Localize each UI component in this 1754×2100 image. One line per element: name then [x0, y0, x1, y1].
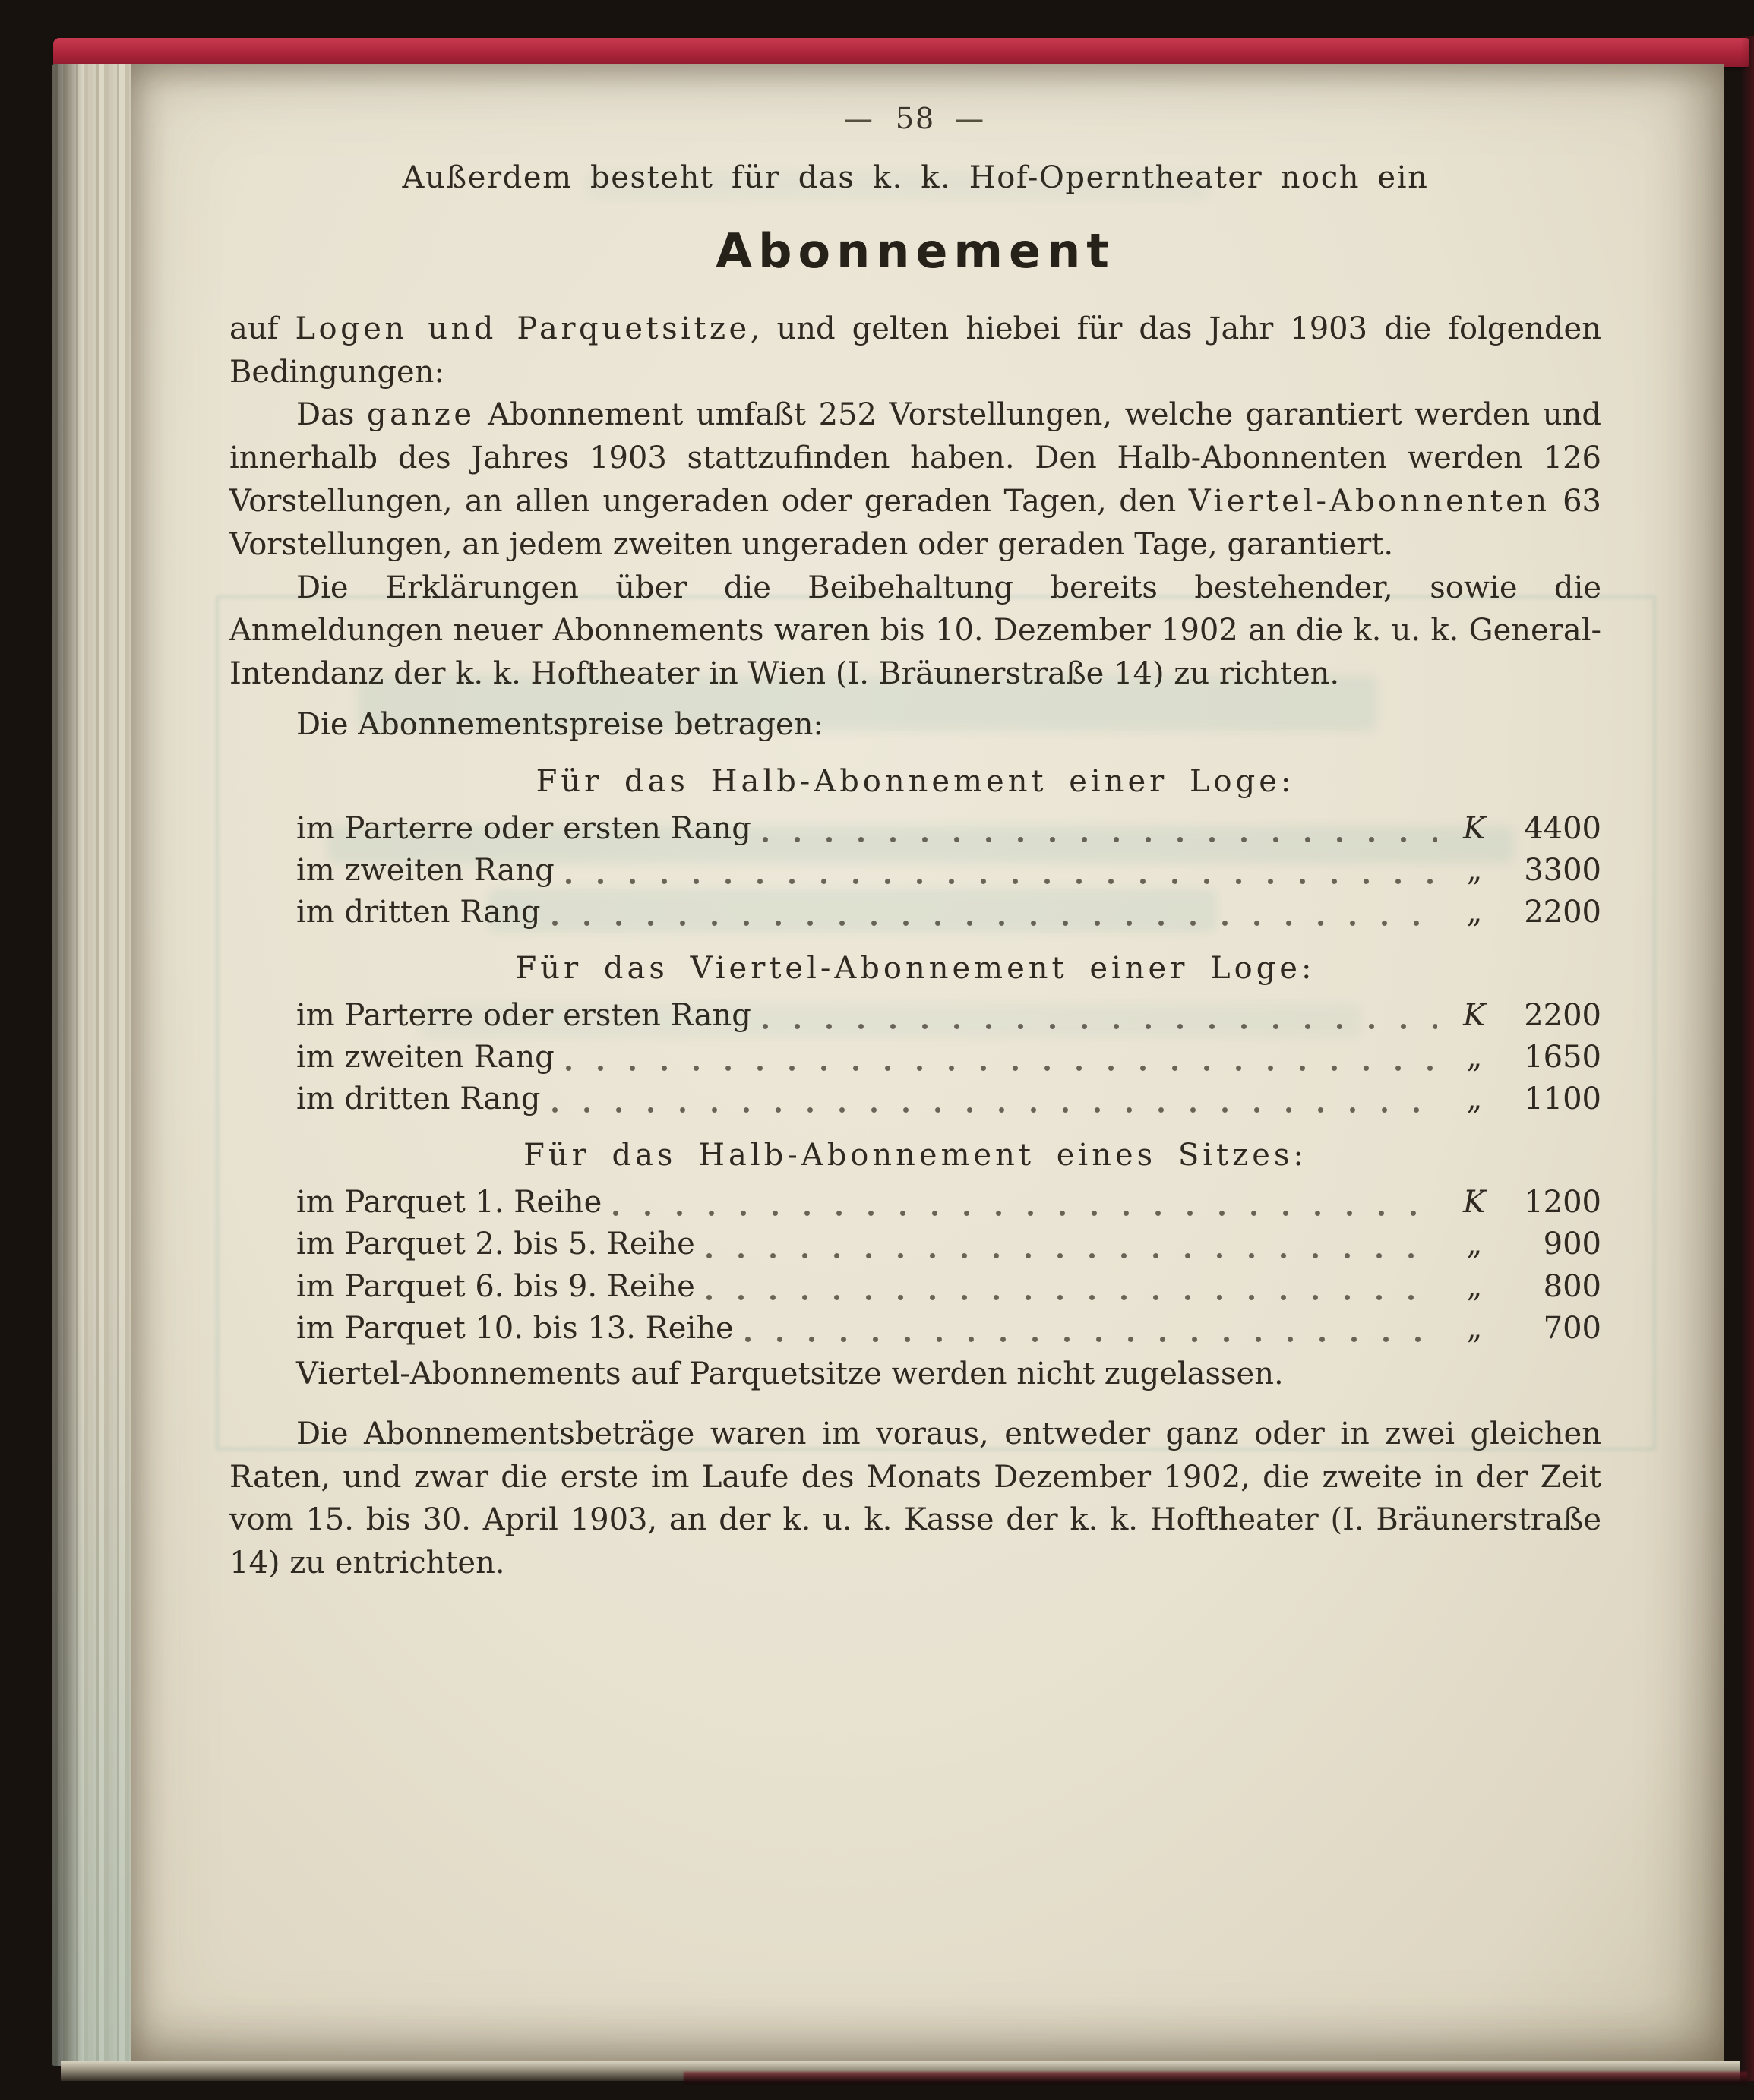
currency-symbol: „: [1466, 1040, 1483, 1075]
paragraph-text-spaced: Logen und Parquetsitze: [295, 311, 751, 346]
currency-symbol: „: [1466, 1227, 1483, 1262]
price-amount: 4400: [1524, 810, 1601, 846]
page-number: [229, 99, 1601, 140]
book-cover-edge-top: [53, 38, 1749, 67]
price-label: im dritten Rang: [296, 894, 541, 930]
price-label: im Parquet 10. bis 13. Reihe: [296, 1310, 734, 1346]
price-section-title: Für das Viertel-Abonnement einer Loge:: [515, 951, 1316, 987]
currency-symbol: K: [1463, 997, 1486, 1033]
price-label: im dritten Rang: [296, 1082, 541, 1117]
price-row: [296, 1266, 1601, 1308]
price-row: [296, 1224, 1601, 1265]
folio-dash-right: —: [955, 102, 988, 135]
dot-leader: [706, 1294, 1437, 1301]
paragraph-text: Abonnement umfaßt 252 Vorstellungen, welche garantiert werden und innerhalb des Jahres 1903 stattzufinden haben. Den Halb-Abonnenten werden 126 Vorstellungen, an allen ungeraden oder geraden Tagen, den: [229, 397, 1601, 519]
price-table-viertel-loge: [229, 995, 1601, 1121]
currency-symbol: „: [1466, 1082, 1483, 1117]
book-page: [131, 64, 1724, 2061]
price-section-title: Für das Halb-Abonnement eines Sitzes:: [523, 1138, 1307, 1173]
paragraph-text: 63 Vorstellungen, an jedem zweiten ungeraden oder geraden Tage, garantiert.: [229, 483, 1601, 562]
price-amount: 1100: [1524, 1082, 1601, 1117]
dot-leader: [565, 878, 1437, 885]
folio-dash-left: —: [843, 102, 876, 135]
currency-symbol: K: [1463, 810, 1486, 846]
book-cover-edge-bottom: [684, 2072, 1747, 2084]
price-row: [296, 892, 1601, 933]
price-label: im Parquet 6. bis 9. Reihe: [296, 1268, 695, 1304]
price-row: [296, 808, 1601, 850]
price-row: [296, 1308, 1601, 1350]
price-amount: 2200: [1524, 894, 1601, 930]
price-row: [296, 850, 1601, 892]
paragraph-text: auf: [229, 311, 295, 346]
price-row: [296, 995, 1601, 1037]
price-amount: 900: [1543, 1227, 1601, 1262]
price-label: im zweiten Rang: [296, 852, 555, 888]
dot-leader: [762, 1023, 1437, 1030]
dot-leader: [565, 1065, 1437, 1072]
price-amount: 1200: [1524, 1185, 1601, 1221]
paragraph-conditions: [229, 308, 1601, 394]
price-row: [296, 1078, 1601, 1120]
price-amount: 3300: [1524, 852, 1601, 888]
currency-symbol: „: [1466, 852, 1483, 888]
book-cover-edge-right: [1740, 36, 1754, 2081]
page-stack-left: [52, 64, 132, 2066]
currency-symbol: „: [1466, 894, 1483, 930]
folio-number: 58: [895, 102, 936, 135]
dot-leader: [706, 1252, 1437, 1259]
price-label: im Parquet 2. bis 5. Reihe: [296, 1227, 695, 1262]
paragraph-payment: Die Abonnementsbeträge waren im voraus, entweder ganz oder in zwei gleichen Raten, und zwar die erste im Laufe des Monats Dezember 1902, die zweite in der Zeit vom 15. bis 30. April 1903, an der k. u. k. Kasse der k. k. Hoftheater (I. Bräunerstraße 14) zu entrichten.: [229, 1416, 1601, 1581]
dot-leader: [762, 836, 1437, 843]
price-label: im zweiten Rang: [296, 1040, 555, 1075]
price-table-halb-loge: [229, 808, 1601, 934]
page-title: Abonnement: [716, 223, 1115, 279]
paragraph-anmeldung: Die Erklärungen über die Beibehaltung bereits bestehender, sowie die Anmeldungen neuer Abonnements waren bis 10. Dezember 1902 an die k. u. k. General-Intendanz der k. k. Hoftheater in Wien (I. Bräunerstraße 14) zu richten.: [229, 570, 1601, 692]
price-section-title: Für das Halb-Abonnement einer Loge:: [536, 763, 1295, 799]
currency-symbol: „: [1466, 1310, 1483, 1346]
dot-leader: [551, 920, 1437, 927]
paragraph-text-spaced: Viertel-Abonnenten: [1188, 483, 1550, 519]
dot-leader: [612, 1210, 1437, 1217]
price-label: im Parterre oder ersten Rang: [296, 997, 751, 1033]
paragraph-text: Das: [296, 397, 368, 433]
dot-leader: [744, 1336, 1437, 1343]
parquet-note: Viertel-Abonnements auf Parquetsitze werden nicht zugelassen.: [296, 1356, 1284, 1392]
currency-symbol: „: [1466, 1268, 1483, 1304]
price-label: im Parquet 1. Reihe: [296, 1185, 602, 1221]
paragraph-text-spaced: ganze: [367, 397, 476, 433]
price-label: im Parterre oder ersten Rang: [296, 810, 751, 846]
price-row: [296, 1182, 1601, 1224]
currency-symbol: K: [1463, 1185, 1486, 1221]
price-table-halb-sitz: [229, 1182, 1601, 1350]
prices-lead-in: Die Abonnementspreise betragen:: [296, 706, 823, 742]
price-amount: 1650: [1524, 1040, 1601, 1075]
page-content: [229, 99, 1601, 1585]
price-amount: 800: [1543, 1268, 1601, 1304]
intro-line: Außerdem besteht für das k. k. Hof-Operntheater noch ein: [402, 159, 1429, 195]
paragraph-text: , und gelten hiebei für das Jahr 1903 die folgenden Bedingungen:: [229, 311, 1601, 390]
paragraph-abonnement-details: [229, 393, 1601, 566]
price-amount: 2200: [1524, 997, 1601, 1033]
price-row: [296, 1037, 1601, 1078]
dot-leader: [551, 1107, 1437, 1113]
price-amount: 700: [1543, 1310, 1601, 1346]
